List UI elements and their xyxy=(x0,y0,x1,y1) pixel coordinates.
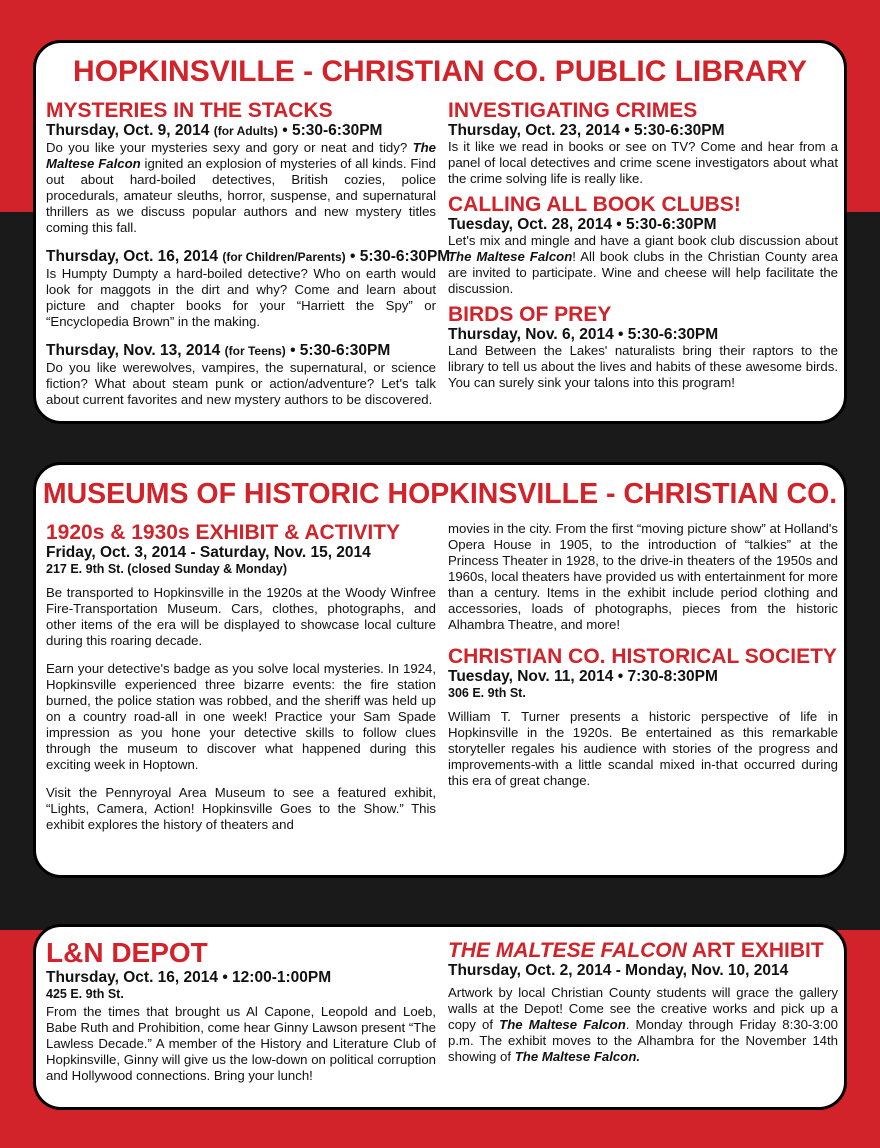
art-date: Thursday, Oct. 2, 2014 - Monday, Nov. 10, 2014 xyxy=(448,962,789,979)
exhibit-text-1: Be transported to Hopkinsville in the 1920s at the Woody Winfree Fire-Transportation Museum. Cars, clothes, photographs, and other items of the era will be displayed to showcase local culture during this roaring decade. xyxy=(46,585,436,648)
society-text: William T. Turner presents a historic perspective of life in Hopkinsville in the 1920s. Be entertained as this remarkable storyteller regales his audience with stories of the progress and improvements-with a little scandal mixed in-that occurred during this era of great change. xyxy=(448,709,838,788)
investigating-text: Is it like we read in books or see on TV? Come and hear from a panel of local detectives and crime scene investigators about what the crime solving life is really like. xyxy=(448,139,838,186)
mysteries-date-teens: Thursday, Nov. 13, 2014 (for Teens) • 5:30-6:30PM xyxy=(46,342,391,359)
library-panel xyxy=(33,40,847,424)
museums-left-column xyxy=(46,521,436,833)
library-title: HOPKINSVILLE - CHRISTIAN CO. PUBLIC LIBRARY xyxy=(73,55,807,88)
art-column xyxy=(448,939,838,1065)
depot-address: 425 E. 9th St. xyxy=(46,987,124,1001)
birds-text: Land Between the Lakes' naturalists bring their raptors to the library to tell us about the lives and habits of these awesome birds. You can surely sink your talons into this program! xyxy=(448,343,838,390)
exhibit-text-4: movies in the city. From the first “moving picture show” at Holland's Opera House in 1905, to the introduction of “talkies” at the Princess Theater in 1928, to the drive-in theaters of the 1950s and 1960s, local theaters have provided us with entertainment for more than a century. Items in the exhibit include period clothing and accessories, loads of photographs, pieces from the historic Alhambra Theatre, and more! xyxy=(448,521,838,632)
library-right-column xyxy=(448,99,838,391)
depot-column xyxy=(46,937,436,1084)
library-left-column xyxy=(46,99,451,408)
investigating-heading: INVESTIGATING CRIMES xyxy=(448,99,698,122)
art-heading: THE MALTESE FALCON ART EXHIBIT xyxy=(448,939,824,962)
society-date: Tuesday, Nov. 11, 2014 • 7:30-8:30PM xyxy=(448,668,718,685)
birds-heading: BIRDS OF PREY xyxy=(448,303,612,326)
mysteries-teens-text: Do you like werewolves, vampires, the supernatural, or science fiction? What about steam punk or action/adventure? Let's talk about current favorites and new mystery authors to be discovered. xyxy=(46,360,436,407)
society-heading: CHRISTIAN CO. HISTORICAL SOCIETY xyxy=(448,645,837,668)
exhibit-text-2: Earn your detective's badge as you solve local mysteries. In 1924, Hopkinsville experienced three bizarre events: the fire station burned, the police station was robbed, and the sheriff was held up on a country road-all in one week! Practice your Sam Spade impression as you hone your detective skills to follow clues through the museum to discover what happened during this exciting week in Hoptown. xyxy=(46,661,436,772)
bookclubs-text: Let's mix and mingle and have a giant book club discussion about The Maltese Falcon! All book clubs in the Christian County area are invited to participate. Wine and cheese will help facilitate the discussion. xyxy=(448,233,838,296)
society-address: 306 E. 9th St. xyxy=(448,686,526,700)
museums-panel xyxy=(33,462,847,878)
museums-title: MUSEUMS OF HISTORIC HOPKINSVILLE - CHRISTIAN CO. xyxy=(42,478,838,510)
exhibit-address: 217 E. 9th St. (closed Sunday & Monday) xyxy=(46,562,288,576)
mysteries-date-children: Thursday, Oct. 16, 2014 (for Children/Parents) • 5:30-6:30PM xyxy=(46,248,451,265)
depot-text: From the times that brought us Al Capone, Leopold and Loeb, Babe Ruth and Prohibition, come hear Ginny Lawson present “The Lawless Decade.” A member of the History and Literature Club of Hopkinsville, Ginny will give us the low-down on political corruption and Hollywood connections. Bring your lunch! xyxy=(46,1004,436,1083)
depot-date: Thursday, Oct. 16, 2014 • 12:00-1:00PM xyxy=(46,969,332,986)
bookclubs-heading: CALLING ALL BOOK CLUBS! xyxy=(448,193,741,216)
exhibit-heading: 1920s & 1930s EXHIBIT & ACTIVITY xyxy=(46,521,401,544)
mysteries-children-text: Is Humpty Dumpty a hard-boiled detective? Who on earth would look for maggots in the dirt and why? Come and learn about picture and chapter books for your “Harriett the Spy” or “Encyclopedia Brown” in the making. xyxy=(46,266,436,329)
mysteries-date-adults: Thursday, Oct. 9, 2014 (for Adults) • 5:30-6:30PM xyxy=(46,122,383,139)
exhibit-text-3: Visit the Pennyroyal Area Museum to see a featured exhibit, “Lights, Camera, Action! Hopkinsville Goes to the Show.” This exhibit explores the history of theaters and xyxy=(46,785,436,832)
exhibit-date: Friday, Oct. 3, 2014 - Saturday, Nov. 15, 2014 xyxy=(46,544,371,561)
depot-panel xyxy=(33,924,847,1110)
depot-heading: L&N DEPOT xyxy=(46,937,208,968)
bookclubs-date: Tuesday, Oct. 28, 2014 • 5:30-6:30PM xyxy=(448,216,717,233)
mysteries-heading: MYSTERIES IN THE STACKS xyxy=(46,99,333,122)
museums-right-column xyxy=(448,521,838,789)
mysteries-adults-text: Do you like your mysteries sexy and gory or neat and tidy? The Maltese Falcon ignited an explosion of mysteries of all kinds. Find out about hard-boiled detectives, British cozies, police procedurals, amateur sleuths, horror, suspense, and supernatural thrillers as we discuss popular authors and new mystery titles coming this fall. xyxy=(46,140,437,235)
art-text: Artwork by local Christian County students will grace the gallery walls at the Depot! Come see the creative works and pick up a copy of The Maltese Falcon. Monday through Friday 8:30-3:00 p.m. The exhibit moves to the Alhambra for the November 14th showing of The Maltese Falcon. xyxy=(448,985,838,1064)
birds-date: Thursday, Nov. 6, 2014 • 5:30-6:30PM xyxy=(448,326,719,343)
investigating-date: Thursday, Oct. 23, 2014 • 5:30-6:30PM xyxy=(448,122,725,139)
